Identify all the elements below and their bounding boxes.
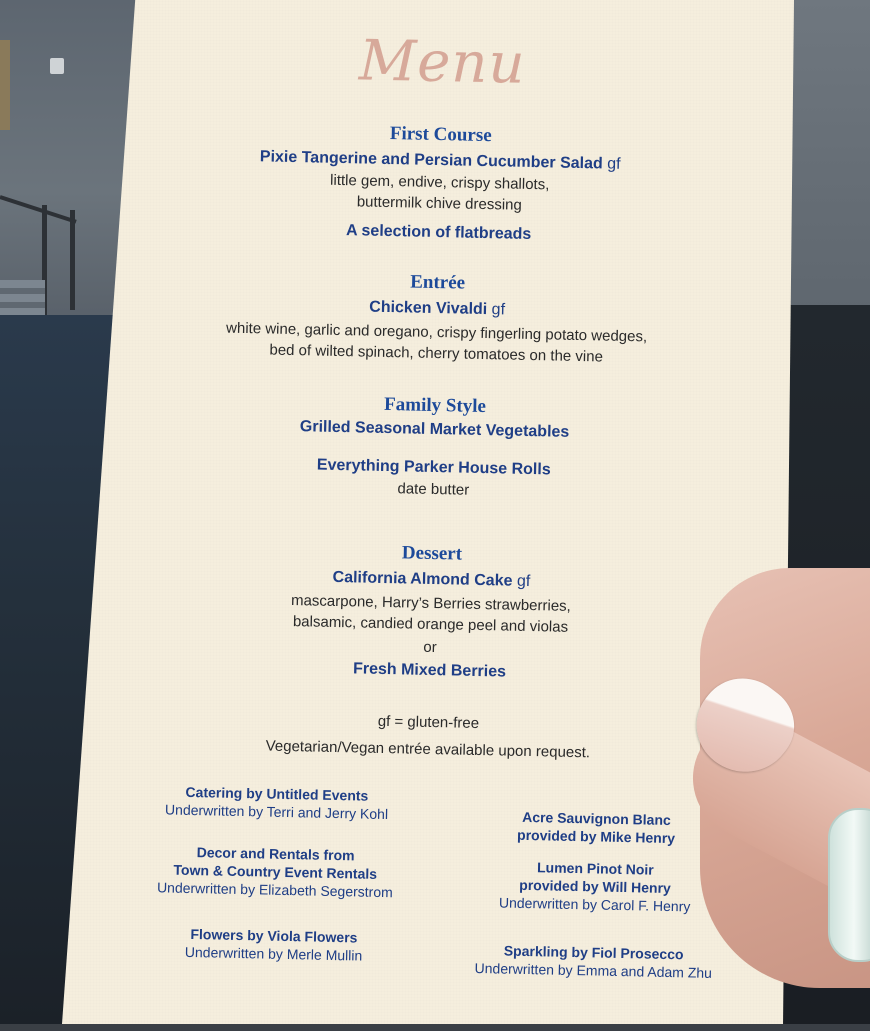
vegetarian-note: Vegetarian/Vegan entrée available upon request. xyxy=(265,737,591,762)
dish-title: Pixie Tangerine and Persian Cucumber Salad xyxy=(259,148,603,173)
credit-catering xyxy=(126,782,427,824)
credit-prosecco xyxy=(443,940,744,982)
dish-title: Chicken Vivaldi xyxy=(369,298,488,319)
dish-name: A selection of flatbreads xyxy=(345,222,532,243)
section-heading: Family Style xyxy=(383,393,487,418)
family-style-section xyxy=(113,388,755,506)
credit-heading: Decor and Rentals from xyxy=(196,844,355,864)
dish-description: buttermilk chive dressing xyxy=(356,193,523,214)
menu-content xyxy=(102,0,763,1031)
credit-decor xyxy=(125,842,426,902)
dish-description: mascarpone, Harry’s Berries strawberries, xyxy=(290,592,571,615)
credit-heading: Catering by Untitled Events xyxy=(185,783,369,804)
credit-heading: provided by Will Henry xyxy=(519,876,671,897)
dish-description: little gem, endive, crispy shallots, xyxy=(329,171,550,194)
dish-name: Everything Parker House Rolls xyxy=(316,456,551,479)
dish-name: Fresh Mixed Berries xyxy=(352,660,507,681)
dessert-section xyxy=(109,536,752,686)
gf-tag: gf xyxy=(607,155,621,173)
section-heading: Dessert xyxy=(401,542,463,565)
menu-title: Menu xyxy=(358,28,527,97)
wall-frame xyxy=(0,40,10,130)
or-separator: or xyxy=(423,638,437,657)
notes-section xyxy=(108,705,749,766)
dish-name: Grilled Seasonal Market Vegetables xyxy=(299,418,570,441)
credit-heading: Lumen Pinot Noir xyxy=(536,859,654,878)
credit-underwriter: Underwritten by Carol F. Henry xyxy=(498,894,691,915)
credit-underwriter: Underwritten by Terri and Jerry Kohl xyxy=(164,801,389,823)
credit-heading: Flowers by Viola Flowers xyxy=(190,925,358,946)
credit-underwriter: Underwritten by Emma and Adam Zhu xyxy=(474,959,713,981)
credit-heading: Acre Sauvignon Blanc xyxy=(522,808,671,829)
dish-description: white wine, garlic and oregano, crispy fingerling potato wedges, xyxy=(225,319,648,346)
dish-description: balsamic, candied orange peel and violas xyxy=(292,613,569,636)
section-heading: Entrée xyxy=(410,271,466,294)
dish-title: California Almond Cake xyxy=(332,568,513,590)
railing-post xyxy=(70,210,75,310)
first-course-section xyxy=(119,117,761,248)
dish-description: date butter xyxy=(397,480,470,499)
section-heading: First Course xyxy=(389,122,492,147)
credit-flowers xyxy=(123,924,424,966)
credit-heading: provided by Mike Henry xyxy=(516,826,676,847)
ring xyxy=(828,808,870,962)
dish-description: bed of wilted spinach, cherry tomatoes on the vine xyxy=(269,341,604,366)
credit-underwriter: Underwritten by Elizabeth Segerstrom xyxy=(156,879,393,901)
stairs xyxy=(0,280,45,320)
credit-heading: Sparkling by Fiol Prosecco xyxy=(503,942,684,963)
gf-note: gf = gluten-free xyxy=(377,712,480,732)
credit-heading: Town & Country Event Rentals xyxy=(173,861,378,882)
entree-section xyxy=(116,265,758,370)
gf-tag: gf xyxy=(516,572,531,591)
credit-underwriter: Underwritten by Merle Mullin xyxy=(184,943,363,964)
gf-tag: gf xyxy=(491,301,506,319)
wall-outlet xyxy=(50,58,64,74)
